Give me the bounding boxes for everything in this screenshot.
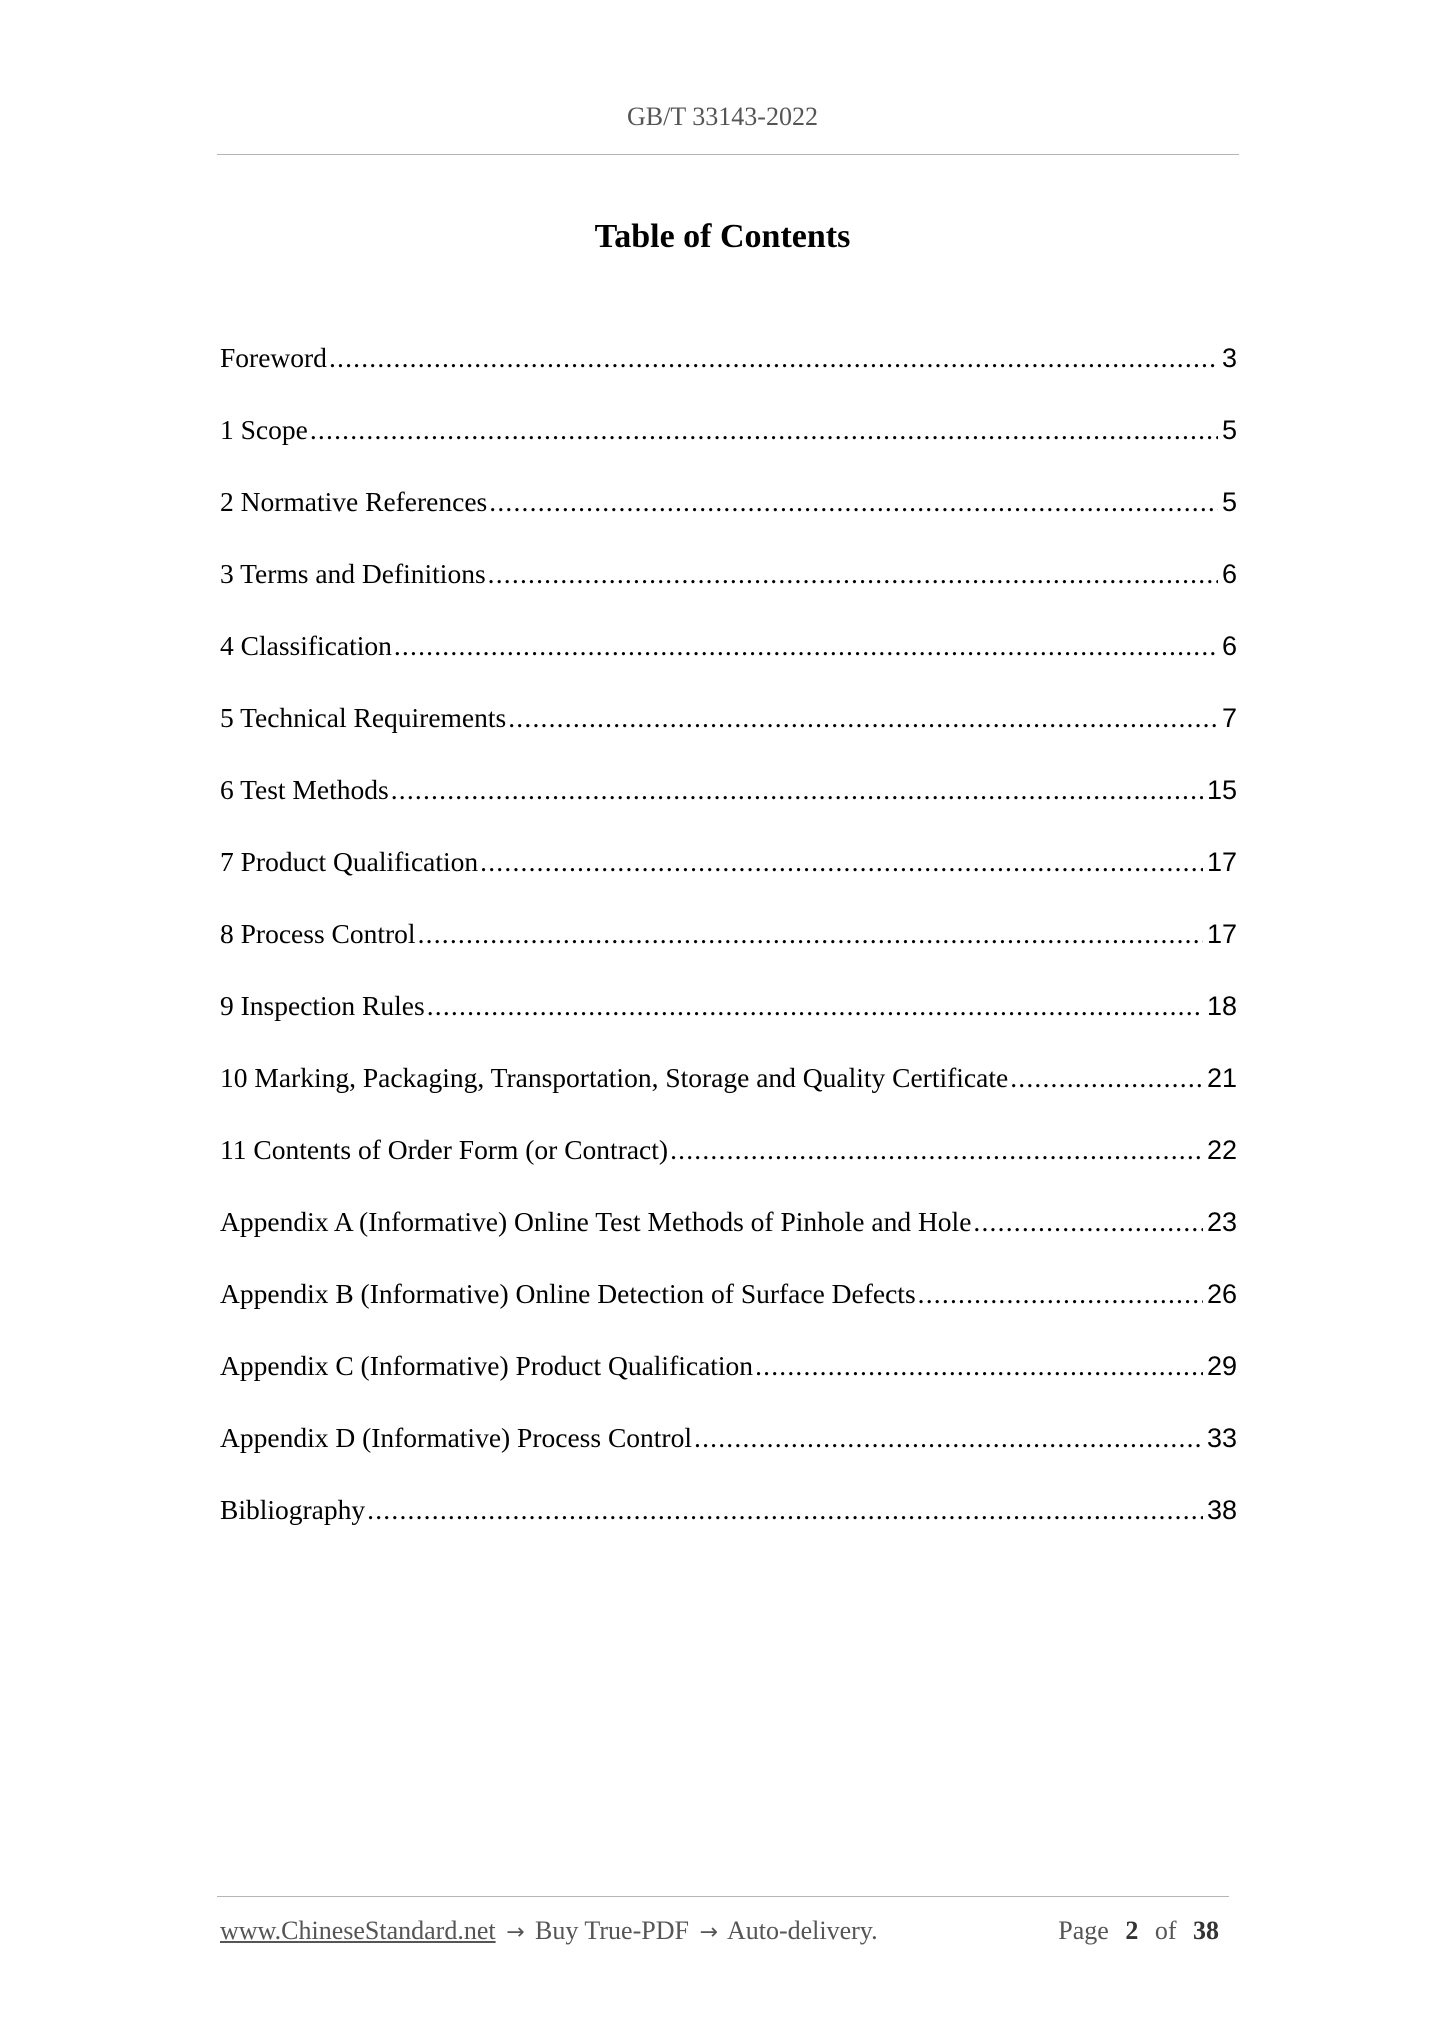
toc-entry-label: 5 Technical Requirements (220, 702, 507, 733)
toc-entry-technical-requirements[interactable] (220, 700, 1237, 772)
toc-entry-page: 6 (1221, 559, 1237, 589)
auto-delivery-text: Auto-delivery. (726, 1916, 878, 1945)
toc-dot-leader (488, 556, 1218, 592)
toc-entry-label: 1 Scope (220, 414, 308, 445)
website-link[interactable]: www.ChineseStandard.net (220, 1916, 496, 1945)
toc-entry-label: 9 Inspection Rules (220, 990, 425, 1021)
toc-entry-scope[interactable] (220, 412, 1237, 484)
toc-entry-classification[interactable] (220, 628, 1237, 700)
toc-entry-page: 33 (1206, 1423, 1237, 1453)
toc-entry-page: 3 (1221, 343, 1237, 373)
toc-entry-label: 2 Normative References (220, 486, 488, 517)
page-current: 2 (1125, 1916, 1139, 1945)
toc-entry-label: Foreword (220, 342, 327, 373)
toc-entry-terms-definitions[interactable] (220, 556, 1237, 628)
toc-dot-leader (973, 1204, 1203, 1240)
toc-entry-appendix-d[interactable] (220, 1420, 1237, 1492)
toc-entry-label: 10 Marking, Packaging, Transportation, Storage and Quality Certificate (220, 1062, 1009, 1093)
toc-entry-process-control[interactable] (220, 916, 1237, 988)
toc-entry-bibliography[interactable] (220, 1492, 1237, 1564)
header-divider (217, 154, 1239, 155)
standard-code: GB/T 33143-2022 (627, 102, 818, 131)
page-header (0, 102, 1445, 132)
right-arrow-icon: → (699, 1920, 718, 1945)
toc-entry-order-form[interactable] (220, 1132, 1237, 1204)
of-word: of (1154, 1916, 1177, 1945)
toc-dot-leader (508, 700, 1218, 736)
toc-dot-leader (480, 844, 1203, 880)
toc-dot-leader (367, 1492, 1203, 1528)
toc-entry-label: Appendix D (Informative) Process Control (220, 1422, 692, 1453)
toc-dot-leader (670, 1132, 1203, 1168)
toc-entry-marking-packaging[interactable] (220, 1060, 1237, 1132)
toc-entry-page: 17 (1206, 919, 1237, 949)
toc-dot-leader (310, 412, 1218, 448)
page-word: Page (1058, 1916, 1109, 1945)
toc-entry-label: Bibliography (220, 1494, 366, 1525)
toc-entry-inspection-rules[interactable] (220, 988, 1237, 1060)
toc-title: Table of Contents (594, 218, 851, 255)
toc-entry-page: 26 (1206, 1279, 1237, 1309)
footer-promo (220, 1916, 878, 1946)
toc-entry-foreword[interactable] (220, 340, 1237, 412)
toc-dot-leader (755, 1348, 1203, 1384)
toc-entry-page: 5 (1221, 415, 1237, 445)
toc-entry-page: 15 (1206, 775, 1237, 805)
toc-entry-page: 29 (1206, 1351, 1237, 1381)
toc-entry-page: 7 (1221, 703, 1237, 733)
toc-dot-leader (1010, 1060, 1203, 1096)
toc-entry-appendix-a[interactable] (220, 1204, 1237, 1276)
toc-entry-page: 21 (1206, 1063, 1237, 1093)
toc-entry-page: 5 (1221, 487, 1237, 517)
toc-dot-leader (391, 772, 1203, 808)
toc-dot-leader (427, 988, 1203, 1024)
toc-entry-label: 11 Contents of Order Form (or Contract) (220, 1134, 669, 1165)
toc-entry-label: 4 Classification (220, 630, 392, 661)
right-arrow-icon: → (506, 1920, 525, 1945)
toc-entry-appendix-b[interactable] (220, 1276, 1237, 1348)
toc-entry-label: 3 Terms and Definitions (220, 558, 486, 589)
toc-dot-leader (329, 340, 1218, 376)
page-footer (220, 1916, 1229, 1956)
page-number (1058, 1916, 1229, 1946)
toc-entry-test-methods[interactable] (220, 772, 1237, 844)
toc-entry-label: 6 Test Methods (220, 774, 389, 805)
toc-entry-page: 38 (1206, 1495, 1237, 1525)
footer-divider (217, 1896, 1229, 1897)
toc-entry-page: 23 (1206, 1207, 1237, 1237)
toc-entry-label: Appendix A (Informative) Online Test Methods of Pinhole and Hole (220, 1206, 972, 1237)
toc-entry-label: 7 Product Qualification (220, 846, 479, 877)
toc-entry-page: 18 (1206, 991, 1237, 1021)
buy-true-pdf-text: Buy True-PDF (535, 1916, 689, 1945)
toc-entry-page: 22 (1206, 1135, 1237, 1165)
toc-dot-leader (394, 628, 1218, 664)
toc-entry-appendix-c[interactable] (220, 1348, 1237, 1420)
toc-entry-page: 6 (1221, 631, 1237, 661)
toc-dot-leader (694, 1420, 1203, 1456)
toc-entry-label: 8 Process Control (220, 918, 416, 949)
toc-entry-product-qualification[interactable] (220, 844, 1237, 916)
toc-entry-label: Appendix B (Informative) Online Detection of Surface Defects (220, 1278, 916, 1309)
page-total: 38 (1193, 1916, 1219, 1945)
toc-entry-label: Appendix C (Informative) Product Qualification (220, 1350, 754, 1381)
toc-dot-leader (918, 1276, 1203, 1312)
toc-entry-page: 17 (1206, 847, 1237, 877)
toc-dot-leader (418, 916, 1203, 952)
toc-dot-leader (489, 484, 1218, 520)
toc-list (220, 340, 1237, 1564)
toc-entry-normative-references[interactable] (220, 484, 1237, 556)
